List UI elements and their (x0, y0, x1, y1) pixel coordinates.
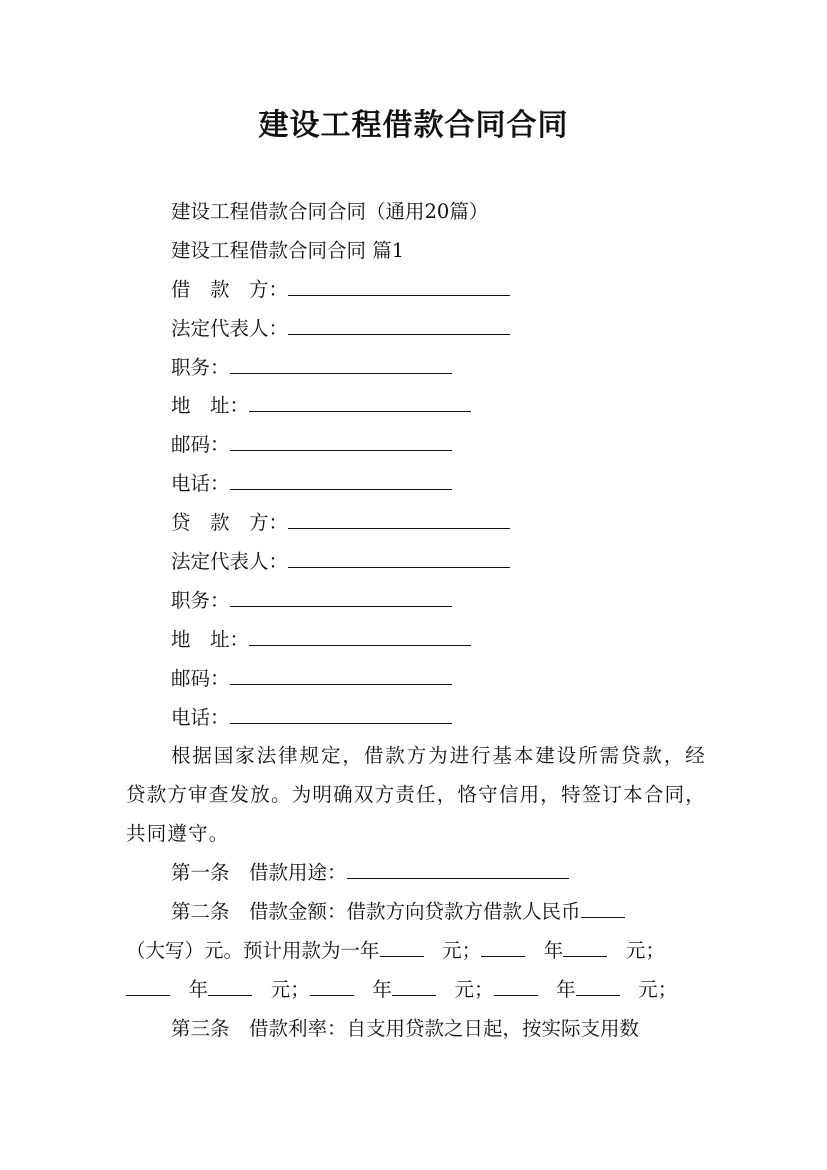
yuan-unit: 元； (270, 977, 310, 1001)
year-unit: 年 (188, 977, 209, 1001)
blank (208, 975, 252, 996)
yuan-unit: 元； (442, 938, 482, 962)
lender-title-line (126, 582, 706, 621)
borrower-name-line (126, 271, 706, 310)
lender-zip-blank (230, 664, 452, 685)
lender-phone-line (126, 699, 706, 738)
yuan-unit: 元； (638, 977, 678, 1001)
borrower-phone-blank (230, 469, 452, 490)
article-2-label: 第二条 借款金额：借款方向贷款方借款人民币 (171, 900, 581, 924)
article-1-line (126, 854, 706, 893)
lender-address-line (126, 621, 706, 660)
blank (563, 936, 607, 957)
borrower-rep-label: 法定代表人： (171, 316, 289, 340)
borrower-phone-label: 电话： (171, 472, 230, 496)
lender-name-blank (288, 508, 510, 529)
lender-label: 贷 款 方： (171, 511, 289, 535)
blank (126, 975, 170, 996)
borrower-title-blank (230, 353, 452, 374)
year-unit: 年 (372, 977, 392, 1001)
lender-address-blank (249, 625, 471, 646)
borrower-rep-line (126, 310, 706, 349)
article-3-line: 第三条 借款利率：自支用贷款之日起，按实际支用数 (171, 1016, 640, 1040)
article-2-amount-blank (581, 897, 625, 918)
article-2-line (126, 893, 706, 932)
borrower-zip-blank (230, 430, 452, 451)
article-2-line-3 (126, 971, 706, 1010)
borrower-zip-label: 邮码： (171, 433, 230, 457)
borrower-zip-line (126, 426, 706, 465)
borrower-rep-blank (288, 314, 510, 335)
article-1-label: 第一条 借款用途： (171, 861, 347, 885)
borrower-name-blank (288, 275, 510, 296)
blank (576, 975, 620, 996)
borrower-address-label: 地 址： (171, 394, 250, 418)
lender-name-line (126, 504, 706, 543)
article-2-continuation: （大写）元。预计用款为一年 (126, 938, 380, 962)
borrower-address-blank (249, 391, 471, 412)
blank (380, 936, 424, 957)
document-title: 建设工程借款合同合同 (258, 108, 569, 143)
blank (310, 975, 354, 996)
borrower-phone-line (126, 465, 706, 504)
lender-phone-blank (230, 703, 452, 724)
blank (481, 936, 525, 957)
borrower-label: 借 款 方： (171, 277, 289, 301)
lender-rep-line (126, 543, 706, 582)
lender-phone-label: 电话： (171, 705, 230, 729)
lender-title-blank (230, 586, 452, 607)
lender-title-label: 职务： (171, 588, 230, 612)
yuan-unit: 元； (454, 977, 494, 1001)
document-body (126, 193, 706, 1049)
preamble-paragraph: 根据国家法律规定，借款方为进行基本建设所需贷款，经贷款方审查发放。为明确双方责任，恪守信用，特签订本合同，共同遵守。 (126, 744, 706, 846)
article-1-blank (347, 858, 569, 879)
section-heading: 建设工程借款合同合同 篇1 (171, 238, 405, 262)
blank (494, 975, 538, 996)
lender-address-label: 地 址： (171, 627, 250, 651)
borrower-title-label: 职务： (171, 355, 230, 379)
yuan-unit: 元； (625, 938, 665, 962)
year-unit: 年 (556, 977, 576, 1001)
article-2-line-2 (126, 932, 706, 971)
blank (392, 975, 436, 996)
lender-zip-line (126, 660, 706, 699)
year-unit: 年 (543, 938, 564, 962)
borrower-title-line (126, 349, 706, 388)
document-subtitle: 建设工程借款合同合同（通用20篇） (171, 200, 489, 223)
borrower-address-line (126, 387, 706, 426)
lender-rep-blank (288, 547, 510, 568)
lender-rep-label: 法定代表人： (171, 550, 289, 574)
lender-zip-label: 邮码： (171, 666, 230, 690)
